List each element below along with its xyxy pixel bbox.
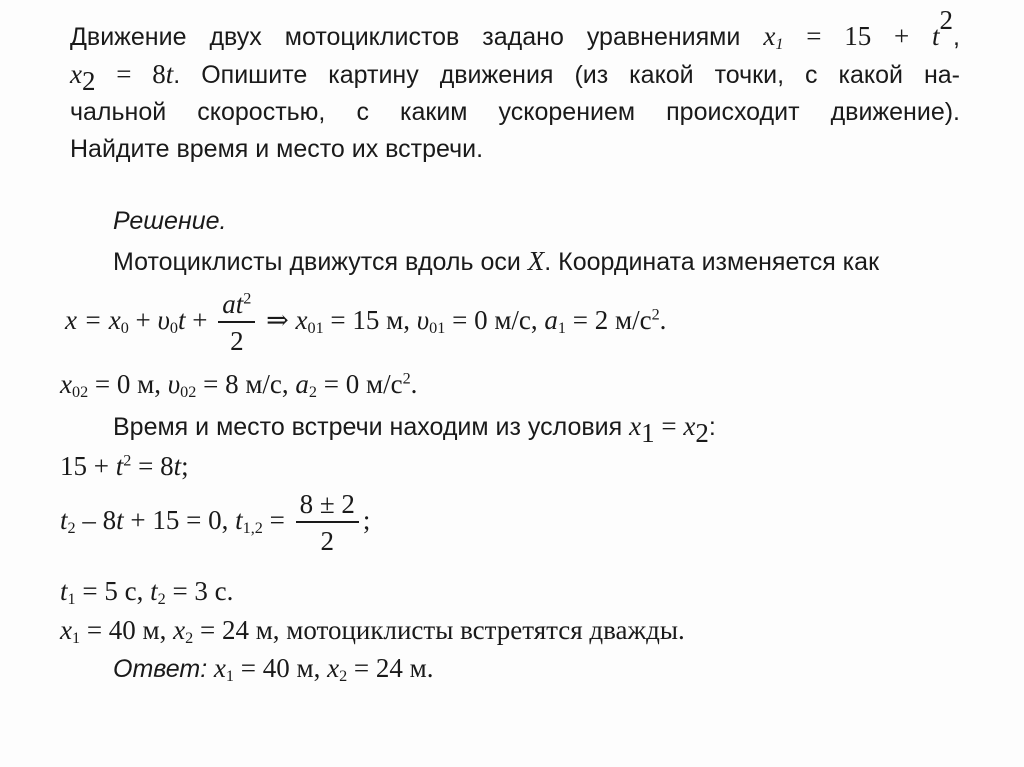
sub: 01 [429,319,446,338]
sub: 1 [557,319,566,338]
line-x02 [60,368,417,400]
var-x: x [60,615,72,645]
intro-text: Мотоциклисты движутся вдоль оси [113,248,528,276]
value: – 8 [75,505,117,535]
fraction-roots [296,487,359,559]
sup: 2 [123,451,132,470]
var-x: x [763,21,776,51]
value: = 24 м, мотоциклисты встретятся дважды. [193,615,685,645]
value: = 8 [131,451,174,481]
sup: 2 [651,305,660,324]
sub: 2 [695,417,709,448]
meeting-condition [113,410,716,448]
sub: 1 [225,667,234,686]
equation-1 [60,450,189,482]
var-a: a [544,305,558,335]
numerator [218,287,255,321]
numerator: 8 ± 2 [299,488,355,519]
sub: 2 [157,590,166,609]
value: = 5 с, [75,576,151,606]
implies-arrow: ⇒ [259,305,296,335]
value: 15 + [60,451,116,481]
solution-heading: Решение. [113,207,227,235]
eq-rhs: = 15 + [783,21,933,51]
var-t: t [165,59,174,89]
value: = 15 м, [323,305,417,335]
eq-rhs: = 8 [95,59,166,89]
var-t: t [115,451,124,481]
problem-line-1 [70,4,960,56]
op: = [654,411,684,441]
value: = 2 м/с [566,305,652,335]
sub: 2 [308,383,317,402]
sub: 1 [71,629,81,648]
var-t: t [178,305,186,335]
value: = 40 м, [234,653,328,683]
solution-intro [113,245,879,278]
sub: 1 [775,35,784,54]
sub: 1 [67,590,76,609]
eq-x1 [763,21,784,54]
equation-4 [60,614,685,646]
var-a: a [295,369,309,399]
denominator: 2 [230,325,244,356]
period: . [659,305,667,335]
op: + [185,305,215,335]
denominator: 2 [320,525,334,556]
semicolon: ; [181,451,189,481]
sub: 02 [180,383,197,402]
equation-3 [60,575,233,607]
sup: 2 [939,4,954,35]
comma: , [953,23,960,51]
problem-line-3: чальной скоростью, с каким ускорением происходит движение). [70,98,960,126]
value: = 3 с. [165,576,234,606]
var-v: υ [167,369,181,399]
sub: 2 [185,629,194,648]
var-t: t [60,576,68,606]
problem-line-2 [70,56,960,94]
op: + [128,305,158,335]
var-t: t [235,505,243,535]
var-t: t [173,451,182,481]
problem-statement [70,4,960,168]
var-x: x [173,615,186,645]
value: = 0 м/с, [445,305,545,335]
sup: 2 [243,289,252,308]
value: = 24 м. [347,653,434,683]
equation-2 [60,482,370,559]
var-x: x [70,59,82,89]
sup: 2 [402,369,411,388]
value: = 8 м/с, [196,369,296,399]
colon: : [708,413,716,441]
var-x: x [213,653,226,683]
sub: 1 [641,417,655,448]
axis-label: X [527,246,545,276]
sub: 2 [67,519,76,538]
answer-label: Ответ: [113,655,208,683]
op: = [262,505,292,535]
var-at: at [222,288,244,319]
var-x: x [295,305,308,335]
problem-text: . Опишите картину движения (из какой точки, с какой на- [173,61,960,89]
sub: 2 [339,667,348,686]
fraction-at2-2 [218,287,255,359]
var-v: υ [416,305,430,335]
sub: 0 [169,319,179,338]
sub: 02 [71,383,89,402]
meet-text: Время и место встречи находим из условия [113,413,630,441]
sub: 01 [307,319,324,338]
var-t: t [150,576,158,606]
value: = 40 м, [80,615,174,645]
sub: 0 [120,319,129,338]
var-t: t [116,505,124,535]
value: = 0 м, [88,369,168,399]
value: = 0 м/с [317,369,403,399]
var-t: t [932,21,940,51]
value: + 15 = 0, [123,505,236,535]
sub: 2 [81,65,96,96]
sub: 1,2 [242,519,263,538]
problem-text: Движение двух мотоциклистов задано уравнениями [70,23,741,51]
motion-formula [65,284,666,359]
var-x: x [683,411,696,441]
intro-tail: . Координата изменяется как [544,248,880,276]
var-x: x [327,653,340,683]
answer [113,652,433,685]
var-x: x = x [65,305,121,335]
var-t: t [60,505,68,535]
var-v: υ [157,305,170,335]
var-x: x [60,369,72,399]
period: . [410,369,418,399]
var-x: x [629,411,642,441]
semicolon: ; [362,505,371,535]
problem-line-4: Найдите время и место их встречи. [70,135,484,163]
